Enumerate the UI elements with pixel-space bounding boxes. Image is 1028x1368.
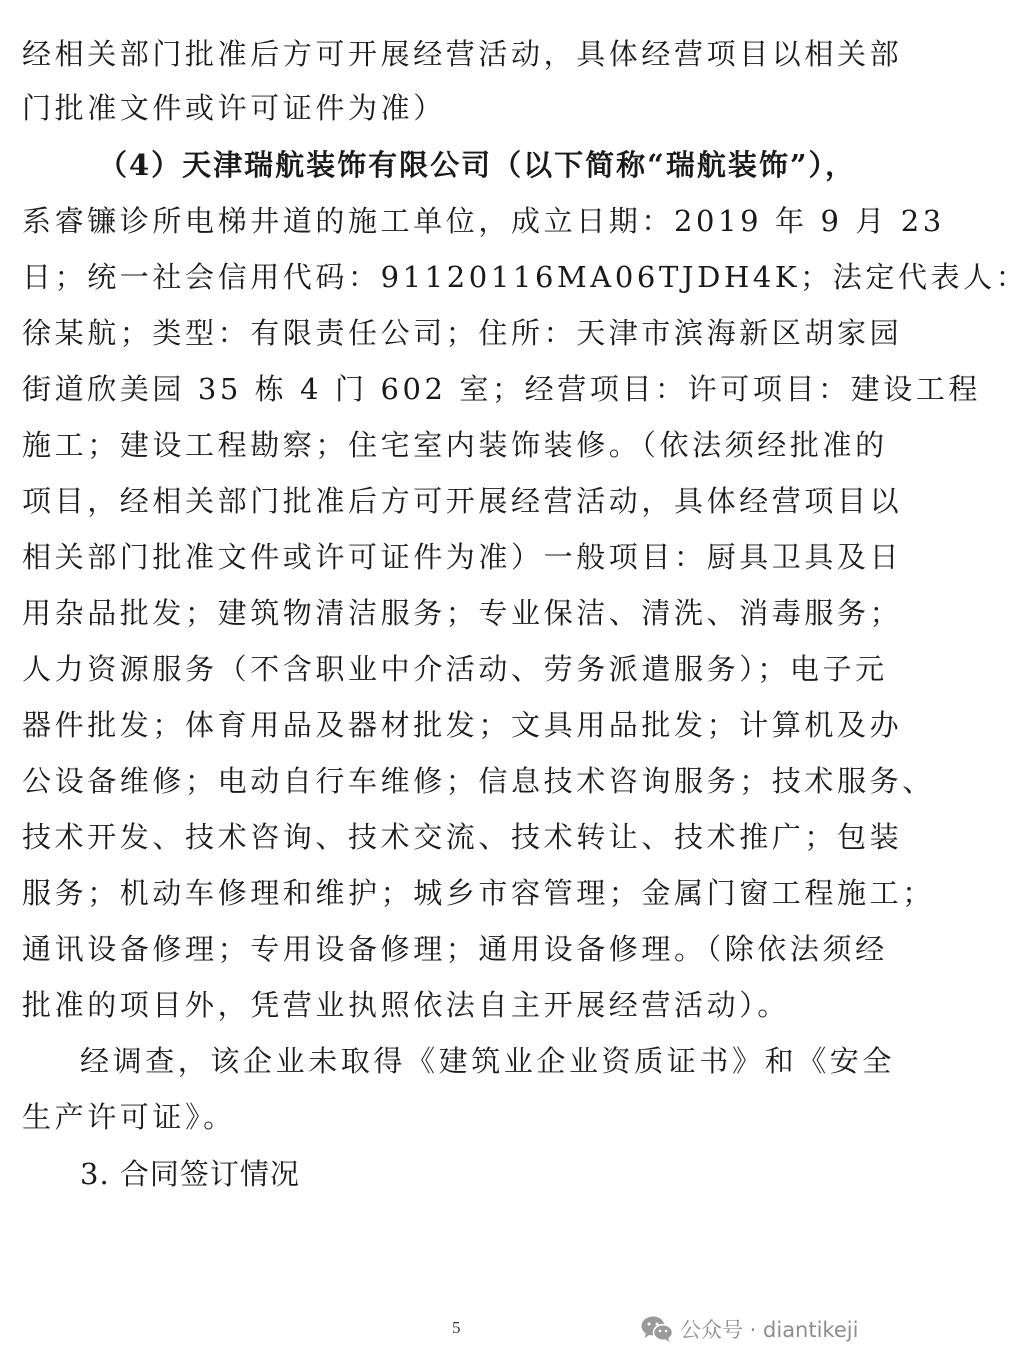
- investigation-line-2: 生产许可证》。: [22, 1100, 236, 1134]
- text-line-11: 用杂品批发；建筑物清洁服务；专业保洁、清洗、消毒服务；: [22, 596, 903, 630]
- text-line-9: 项目，经相关部门批准后方可开展经营活动，具体经营项目以: [22, 484, 903, 518]
- text-line-5: 日；统一社会信用代码：91120116MA06TJDH4K；法定代表人：: [22, 260, 1028, 294]
- page-number: 5: [452, 1318, 461, 1337]
- text-line-2: 门批准文件或许可证件为准）: [22, 91, 446, 125]
- investigation-line-1: 经调查，该企业未取得《建筑业企业资质证书》和《安全: [80, 1044, 896, 1078]
- watermark-text: 公众号 · diantikeji: [680, 1318, 859, 1342]
- text-line-4: 系睿镰诊所电梯井道的施工单位，成立日期：2019 年 9 月 23: [22, 204, 945, 238]
- text-line-8: 施工；建设工程勘察；住宅室内装饰装修。（依法须经批准的: [22, 428, 888, 462]
- text-line-13: 器件批发；体育用品及器材批发；文具用品批发；计算机及办: [22, 708, 903, 742]
- company-heading: （4）天津瑞航装饰有限公司（以下简称“瑞航装饰”），: [98, 148, 857, 182]
- text-line-10: 相关部门批准文件或许可证件为准）一般项目：厨具卫具及日: [22, 540, 903, 574]
- watermark: [640, 1314, 858, 1344]
- text-line-18: 批准的项目外，凭营业执照依法自主开展经营活动）。: [22, 988, 790, 1022]
- text-line-16: 服务；机动车修理和维护；城乡市容管理；金属门窗工程施工；: [22, 876, 935, 910]
- wechat-icon: [640, 1315, 674, 1343]
- text-line-7: 街道欣美园 35 栋 4 门 602 室；经营项目：许可项目：建设工程: [22, 372, 982, 406]
- text-line-15: 技术开发、技术咨询、技术交流、技术转让、技术推广；包装: [22, 820, 903, 854]
- text-line-1: 经相关部门批准后方可开展经营活动，具体经营项目以相关部: [22, 37, 903, 71]
- section-heading: 3. 合同签订情况: [80, 1157, 300, 1191]
- text-line-14: 公设备维修；电动自行车维修；信息技术咨询服务；技术服务、: [22, 764, 935, 798]
- text-line-6: 徐某航；类型：有限责任公司；住所：天津市滨海新区胡家园: [22, 316, 903, 350]
- text-line-12: 人力资源服务（不含职业中介活动、劳务派遣服务）；电子元: [22, 652, 888, 686]
- text-line-17: 通讯设备修理；专用设备修理；通用设备修理。（除依法须经: [22, 932, 888, 966]
